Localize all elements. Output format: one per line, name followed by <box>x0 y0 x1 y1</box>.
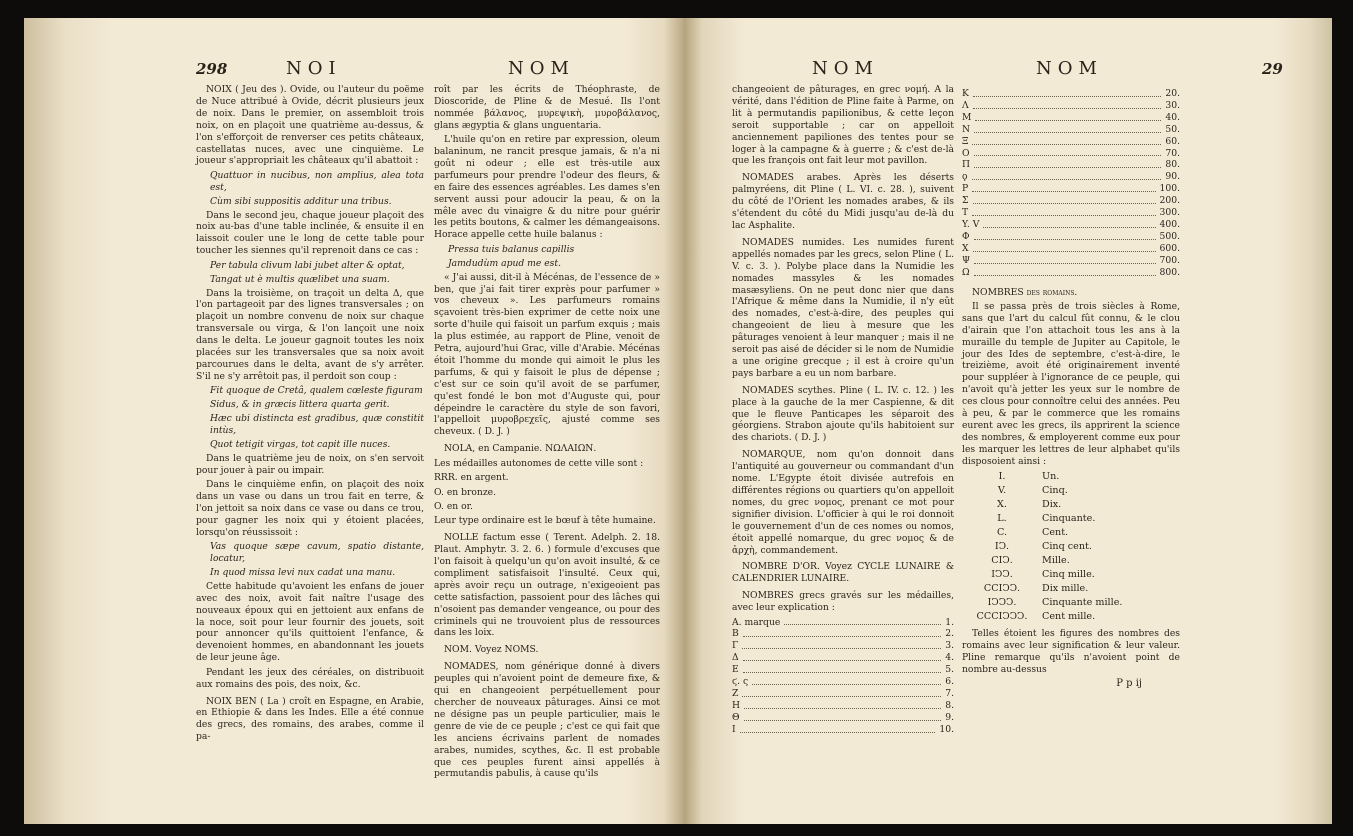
page-number: 298 <box>196 60 228 78</box>
verse-line: Quattuor in nucibus, non amplius, alea tota est, <box>210 169 424 193</box>
numeral-value: 500. <box>1159 230 1180 242</box>
numeral-row <box>732 712 954 724</box>
numeral-value: 7. <box>945 688 954 699</box>
numeral-letter: X <box>962 242 969 254</box>
numeral-letter: H <box>732 699 741 711</box>
paragraph: roît par les écrits de Théophraste, de Dioscoride, de Pline & de Mesué. Ils l'ont nommée βάλανος, μυρεψικὴ, μυροβάλανος, glans ægyptia & glans unguentaria. <box>434 84 660 131</box>
dictionary-entry: NOMADES, nom générique donné à divers peuples qui n'avoient point de demeure fixe, & qui en changeoient perpétuellement pour chercher de nouveaux pâturages. Ainsi ce mot ne désigne pas un peuple particulier, mais le genre de vie de ce peuple ; c'est ce qui fait que les anciens écrivains parlent de nomades arabes, numides, scythes, &c. Il est probable que ces peuples furent ainsi appellés à permutandis pabulis, à cause qu'ils <box>434 661 660 780</box>
numeral-row <box>962 171 1180 183</box>
numeral-value: 10. <box>939 723 954 735</box>
signature-mark: P p ij <box>1116 678 1142 690</box>
roman-numeral-meaning: Cinq mille. <box>1042 569 1095 581</box>
paragraph: L'huile qu'on en retire par expression, oleum balaninum, ne rancit presque jamais, & n'a ni goût ni odeur ; elle est très-utile aux parfumeurs pour prendre l'odeur des fleurs, & en faire des essences agréables. Les dames s'en servent aussi pour adoucir la peau, & on la mêle avec du vinaigre & du nitre pour guérir les petits boutons, & calmer les démangeaisons. Horace appelle cette huile balanus : <box>434 134 660 241</box>
roman-numeral-meaning: Cent mille. <box>1042 611 1096 623</box>
numeral-row <box>962 255 1180 267</box>
numeral-value: 8. <box>945 699 954 711</box>
roman-numeral-row <box>962 582 1180 596</box>
numeral-value: 90. <box>1165 171 1180 183</box>
dictionary-entry: NOLLE factum esse ( Terent. Adelph. 2. 18. Plaut. Amphytr. 3. 2. 6. ) formule d'excuses que l'on faisoit à quelqu'un qu'on avoit insulté, & ce compliment satisfaisoit l'insulté. Ceux qui, après avoir reçu un outrage, n'exigeoient pas cette satisfaction, passoient pour des lâches qui n'osoient pas demander vengeance, ou pour des criminels qui ne trouvoient plus de ressources dans les loix. <box>434 532 660 639</box>
numeral-value: 30. <box>1165 99 1180 111</box>
running-head: NOM <box>508 58 575 79</box>
roman-numeral-meaning: Cinquante mille. <box>1042 597 1123 609</box>
numeral-row <box>962 243 1180 255</box>
roman-numeral: C. <box>996 527 1008 539</box>
numeral-letter: K <box>962 88 969 99</box>
numeral-row <box>962 124 1180 136</box>
dictionary-entry: NOMADES numides. Les numides furent appellés nomades par les grecs, selon Pline ( L. V. c. 3. ). Polybe place dans la Numidie les nomades massyles & les nomades masæsyliens. On ne peut donc nier que dans l'Afrique & même dans la Numidie, il n'y eût des nomades, c'est-à-dire, des peuples qui changeoient de lieu à mesure que les pâturages venoient à leur manquer ; mais il ne seroit pas aisé de décider si le nom de Numidie a une origine grecque ; il est à croire qu'un pays barbare a eu un nom barbare. <box>732 236 954 379</box>
numeral-value: 300. <box>1159 207 1180 219</box>
numeral-value: 700. <box>1159 254 1180 266</box>
numeral-row <box>732 688 954 700</box>
numeral-letter: Ψ <box>962 254 971 266</box>
greek-numerals-table <box>732 617 954 736</box>
leader-dots <box>972 183 1155 192</box>
numeral-row <box>962 183 1180 195</box>
leader-dots <box>974 159 1161 168</box>
leader-dots <box>974 124 1161 133</box>
numeral-letter: I <box>732 723 736 735</box>
paragraph: Pendant les jeux des céréales, on distribuoit aux romains des pois, des noix, &c. <box>196 666 424 690</box>
numeral-letter: A. marque <box>732 616 781 628</box>
verse-line: Per tabula clivum labi jubet alter & optat, <box>210 259 405 271</box>
numeral-row <box>732 628 954 640</box>
numeral-value: 6. <box>945 676 954 688</box>
greek-numerals-table <box>962 88 1180 279</box>
paragraph: Dans le cinquième enfin, on plaçoit des noix dans un vase ou dans un trou fait en terre, & l'on jettoit sa noix dans ce vase ou dans ce trou, pour gagner les noix qui y étoient placées, lorsqu'on réussissoit : <box>196 479 424 538</box>
numeral-row <box>732 652 954 664</box>
numeral-row <box>732 617 954 629</box>
running-head: NOI <box>286 58 342 79</box>
leader-dots <box>972 136 1161 145</box>
paragraph: Telles étoient les figures des nombres des romains avec leur signification & leur valeur. Pline remarque qu'ils n'avoient point de nombre au-dessus <box>962 628 1180 675</box>
verse-line: Sidus, & in græcis littera quarta gerit. <box>210 399 390 411</box>
numeral-row <box>962 231 1180 243</box>
leader-dots <box>972 171 1162 180</box>
roman-numeral-row <box>962 498 1180 512</box>
dictionary-entry: NOMARQUE, nom qu'on donnoit dans l'antiquité au gouverneur ou commandant d'un nome. L'Egypte étoit divisée autrefois en différentes régions ou quartiers qu'on appelloit nomes, du grec νομος, prenant ce mot pour signifier division. L'officier à qui le roi donnoit le gouvernement d'un de ces nomes ou nomos, étoit appellé nomarque, du grec νομος & de ἀρχὴ, commandement. <box>732 449 954 556</box>
paragraph: O. en or. <box>434 500 473 512</box>
verse-line: Cùm sibi suppositis additur una tribus. <box>210 195 392 207</box>
numeral-row <box>962 159 1180 171</box>
leader-dots <box>973 88 1162 97</box>
dictionary-entry: NOMBRES grecs gravés sur les médailles, avec leur explication : <box>732 590 954 614</box>
right-page <box>684 18 1332 824</box>
numeral-row <box>962 207 1180 219</box>
numeral-value: 70. <box>1165 147 1180 159</box>
leader-dots <box>972 207 1155 216</box>
roman-numeral-row <box>962 540 1180 554</box>
leader-dots <box>743 664 942 673</box>
verse-line: Vas quoque sæpe cavum, spatio distante, locatur, <box>210 541 424 565</box>
numeral-row <box>962 112 1180 124</box>
numeral-row <box>962 219 1180 231</box>
numeral-value: 800. <box>1159 266 1180 278</box>
numeral-value: 3. <box>945 640 954 652</box>
roman-numeral: CIϽ. <box>991 555 1013 567</box>
verse-line: Jamdudùm apud me est. <box>448 257 562 269</box>
paragraph: Les médailles autonomes de cette ville sont : <box>434 457 644 469</box>
numeral-letter: Θ <box>732 711 740 723</box>
roman-numeral: X. <box>997 499 1007 511</box>
numeral-value: 80. <box>1165 159 1180 171</box>
roman-numeral-meaning: Cinquante. <box>1042 513 1096 525</box>
text-column-right <box>962 88 1180 690</box>
dictionary-entry: NOIX BEN ( La ) croît en Espagne, en Arabie, en Ethiopie & dans les Indes. Elle a été connue des grecs, des romains, des arabes, comme il pa- <box>196 695 424 743</box>
numeral-letter: M <box>962 111 972 123</box>
leader-dots <box>973 243 1156 252</box>
numeral-letter: Γ <box>732 640 739 652</box>
numeral-row <box>732 664 954 676</box>
numeral-letter: O <box>962 147 970 159</box>
section-heading: NOMBRES des romains. <box>972 286 1078 298</box>
numeral-value: 60. <box>1165 135 1180 147</box>
leader-dots <box>742 640 941 649</box>
paragraph: Il se passa près de trois siècles à Rome, sans que l'art du calcul fût connu, & le clou d'airain que l'on attachoit tous les ans à la muraille du temple de Jupiter au Capitole, le jour des Ides de septembre, c'est-à-dire, le treizième, avoit été originairement inventé pour suppléer à l'ignorance de ce peuple, qui n'avoit qu'à jetter les yeux sur le nombre de ces clous pour connoître celui des années. Peu à peu, & par le commerce que les romains eurent avec les grecs, ils apprirent la science des nombres, & employerent comme eux pour les marquer les lettres de leur alphabet qu'ils disposoient ainsi : <box>962 300 1180 467</box>
dictionary-entry: NOM. Voyez NOMS. <box>444 644 539 656</box>
numeral-row <box>732 676 954 688</box>
numeral-letter: Δ <box>732 652 739 664</box>
leader-dots <box>742 688 941 697</box>
numeral-value: 1. <box>945 616 954 628</box>
numeral-value: 2. <box>945 628 954 640</box>
page-number: 29 <box>1262 60 1283 78</box>
leader-dots <box>974 255 1155 264</box>
numeral-value: 40. <box>1165 111 1180 123</box>
roman-numeral-row <box>962 568 1180 582</box>
leader-dots <box>752 676 941 685</box>
numeral-row <box>962 100 1180 112</box>
leader-dots <box>975 112 1161 121</box>
roman-numeral-row <box>962 526 1180 540</box>
numeral-value: 20. <box>1165 88 1180 99</box>
leader-dots <box>973 195 1156 204</box>
numeral-value: 4. <box>945 652 954 664</box>
left-page <box>24 18 684 824</box>
numeral-row <box>732 724 954 736</box>
leader-dots <box>743 652 942 661</box>
leader-dots <box>974 231 1156 240</box>
numeral-letter: Λ <box>962 99 969 111</box>
roman-numeral: CCCIϽϽϽ. <box>976 611 1028 623</box>
roman-numeral: L. <box>997 513 1007 525</box>
numeral-letter: T <box>962 207 969 219</box>
numeral-row <box>732 700 954 712</box>
numeral-row <box>962 136 1180 148</box>
verse-line: Tangat ut è multis quælibet una suam. <box>210 273 390 285</box>
dictionary-entry: NOLA, en Campanie. ΝΩΛΑΙΩΝ. <box>444 443 597 455</box>
roman-numeral-meaning: Dix. <box>1042 499 1062 511</box>
paragraph: NOIX ( Jeu des ). Ovide, ou l'auteur du poëme de Nuce attribué à Ovide, décrit plusieurs jeux de noix. Dans le premier, on assembloit trois noix, on en plaçoit une quatrième au-dessus, & l'on s'efforçoit de renverser ces petits châteaux, castellatas nuces, avec une cinquième. Le joueur s'appropriait les châteaux qu'il abattoit : <box>196 84 424 167</box>
roman-numeral-meaning: Cinq. <box>1042 485 1068 497</box>
roman-numeral-meaning: Cinq cent. <box>1042 541 1092 553</box>
roman-numeral-meaning: Mille. <box>1042 555 1070 567</box>
running-head: NOM <box>1036 58 1103 79</box>
paragraph: « J'ai aussi, dit-il à Mécénas, de l'essence de » ben, que j'ai fait tirer exprès pour parfumer » vos cheveux ». Les parfumeurs romains sçavoient très-bien exprimer de cette noix une sorte d'huile qui faisoit un parfum exquis ; mais la plus estimée, au rapport de Pline, venoit de Petra, aujourd'hui Grac, ville d'Arabie. Mécénas étoit l'homme du monde qui aimoit le plus les parfums, & qui y faisoit le plus de dépense ; c'est sur ce soin qu'il avoit de se parfumer, qu'est fondé le bon mot d'Auguste qui, pour dépeindre le caractère du style de son favori, l'appelloit μυροβρεχεῖς, ajusté comme ses cheveux. ( D. J. ) <box>434 271 660 438</box>
numeral-value: 9. <box>945 711 954 723</box>
text-column-left <box>196 84 424 746</box>
running-head: NOM <box>812 58 879 79</box>
leader-dots <box>784 617 941 626</box>
numeral-letter: Σ <box>962 195 969 207</box>
paragraph: O. en bronze. <box>434 486 497 498</box>
leader-dots <box>743 628 941 637</box>
leader-dots <box>740 724 936 733</box>
paragraph: Dans la troisième, on traçoit un delta Δ, que l'on partageoit par des lignes transversales ; on plaçoit un nombre convenu de noix sur chaque transversale ou virga, & l'on lançoit une noix dans le delta. Le joueur gagnoit toutes les noix placées sur les transversales que sa noix avoit parcourues dans le delta, avant de s'y arrêter. S'il ne s'y arrêtoit pas, il perdoit son coup : <box>196 287 424 382</box>
paragraph: Cette habitude qu'avoient les enfans de jouer avec des noix, avoit fait naître l'usage des nouveaux époux qui en jettoient aux enfans de la noce, soit pour leur fournir des jouets, soit pour annoncer qu'ils quittoient l'enfance, & devenoient hommes, en abandonnant les jouets de leur jeune âge. <box>196 580 424 664</box>
numeral-value: 600. <box>1159 242 1180 254</box>
text-column-left <box>732 84 954 736</box>
leader-dots <box>744 712 942 721</box>
paragraph: Leur type ordinaire est le bœuf à tête humaine. <box>434 515 656 527</box>
roman-numeral-row <box>962 596 1180 610</box>
verse-line: In quod missa levi nux cadat una manu. <box>210 566 396 578</box>
numeral-row <box>962 195 1180 207</box>
paragraph: Dans le quatrième jeu de noix, on s'en servoit pour jouer à pair ou impair. <box>196 452 424 476</box>
verse-line: Hæc ubi distincta est gradibus, quæ constitit intùs, <box>210 413 424 436</box>
numeral-letter: Ξ <box>962 135 969 147</box>
roman-numeral-row <box>962 512 1180 526</box>
roman-numeral: V. <box>997 485 1007 497</box>
numeral-letter: Z <box>732 688 739 699</box>
numeral-letter: ϛ. ς <box>732 676 749 688</box>
numeral-letter: B <box>732 628 739 640</box>
leader-dots <box>974 267 1156 276</box>
roman-numeral: IϽϽ. <box>991 569 1013 581</box>
roman-numeral: IϽϽϽ. <box>987 597 1017 609</box>
numeral-letter: E <box>732 664 739 676</box>
numeral-letter: Ω <box>962 266 970 278</box>
verse-line: Fit quoque de Cretâ, qualem cœleste figuram <box>210 385 423 397</box>
roman-numeral-meaning: Cent. <box>1042 527 1069 539</box>
leader-dots <box>983 219 1155 228</box>
numeral-row <box>962 267 1180 279</box>
roman-numeral: I. <box>998 471 1006 483</box>
numeral-value: 100. <box>1159 183 1180 195</box>
paragraph: changeoient de pâturages, en grec νομή. A la vérité, dans l'édition de Pline faite à Parme, on lit à permutandis papilionibus, & cette leçon seroit supportable ; car on appelloit anciennement papiliones des tentes pour se loger à la campagne & à guerre ; & c'est de-là que les françois ont fait leur mot pavillon. <box>732 84 954 167</box>
leader-dots <box>974 148 1162 157</box>
numeral-row <box>732 640 954 652</box>
paragraph: RRR. en argent. <box>434 472 509 484</box>
roman-numeral-row <box>962 554 1180 568</box>
numeral-value: 5. <box>945 664 954 676</box>
dictionary-entry: NOMADES arabes. Après les déserts palmyréens, dit Pline ( L. VI. c. 28. ), suivent du côté de l'Orient les nomades arabes, & ils s'étendent du côté du Midi jusqu'au de-là du lac Asphalite. <box>732 172 954 231</box>
numeral-letter: P <box>962 183 969 195</box>
numeral-letter: Y. V <box>962 218 980 230</box>
roman-numeral-row <box>962 610 1180 624</box>
dictionary-entry: NOMADES scythes. Pline ( L. IV. c. 12. ) les place à la gauche de la mer Caspienne, & dit que le fleuve Panticapes les séparoit des géorgiens. Strabon ajoute qu'ils habitoient sur des chariots. ( D. J. ) <box>732 384 954 444</box>
roman-numerals-table <box>962 470 1180 624</box>
verse-line: Pressa tuis balanus capillis <box>448 243 575 255</box>
roman-numeral-row <box>962 484 1180 498</box>
numeral-value: 200. <box>1159 195 1180 207</box>
text-column-right <box>434 84 660 783</box>
paragraph: Dans le second jeu, chaque joueur plaçoit des noix au-bas d'une table inclinée, & ensuite il en laissoit couler une le long de cette table pour toucher les siennes qu'il reprenoit dans ce cas : <box>196 209 424 257</box>
numeral-value: 400. <box>1159 218 1180 230</box>
roman-numeral-meaning: Un. <box>1042 471 1060 483</box>
roman-numeral: CCIϽϽ. <box>983 583 1021 595</box>
numeral-row <box>962 148 1180 160</box>
numeral-letter: Φ <box>962 230 970 242</box>
verse-line: Quot tetigit virgas, tot capit ille nuces. <box>210 438 391 450</box>
leader-dots <box>973 100 1162 109</box>
roman-numeral-row <box>962 470 1180 484</box>
leader-dots <box>744 700 941 709</box>
numeral-value: 50. <box>1165 123 1180 135</box>
numeral-row <box>962 88 1180 100</box>
numeral-letter: Π <box>962 159 971 171</box>
numeral-letter: ϙ <box>962 171 968 183</box>
dictionary-entry: NOMBRE D'OR. Voyez CYCLE LUNAIRE & CALENDRIER LUNAIRE. <box>732 561 954 585</box>
roman-numeral-meaning: Dix mille. <box>1042 583 1089 595</box>
roman-numeral: IϽ. <box>994 541 1010 553</box>
numeral-letter: N <box>962 123 971 135</box>
